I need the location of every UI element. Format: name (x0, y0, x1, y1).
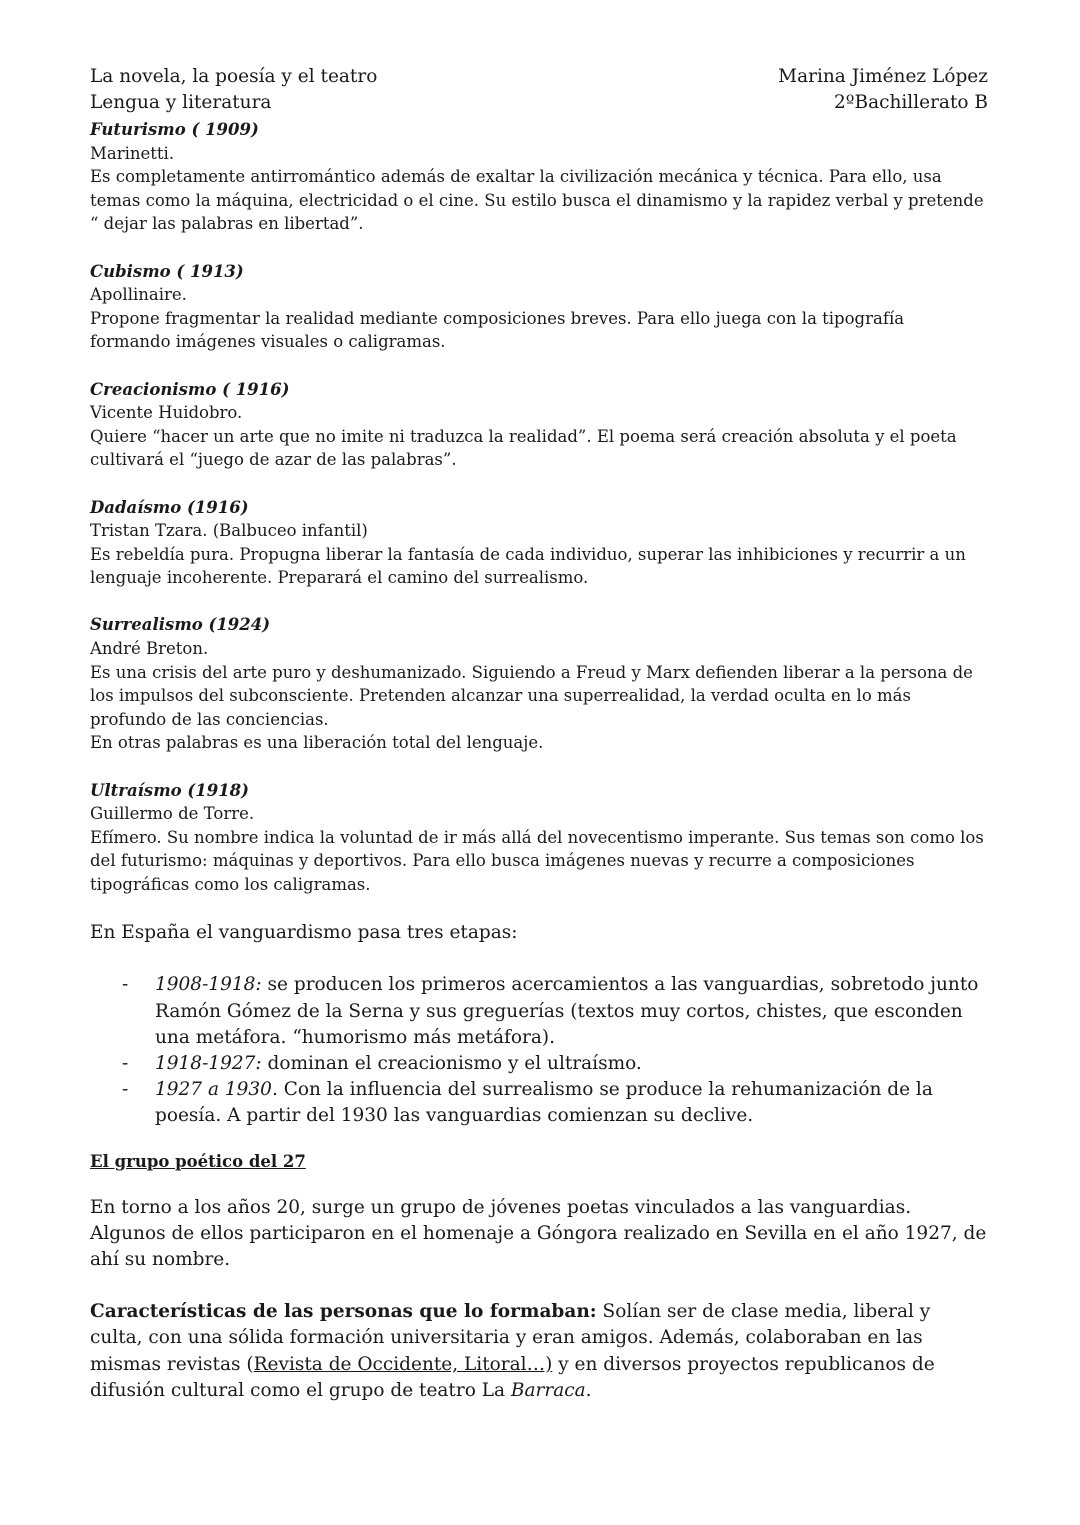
section-author: André Breton. (90, 639, 209, 659)
section-author: Guillermo de Torre. (90, 804, 255, 824)
section-heading: Surrealismo (1924) (90, 615, 271, 635)
section-ultraismo (90, 779, 988, 897)
characteristics-end: . (585, 1379, 592, 1401)
stages-list (90, 972, 988, 1129)
section-creacionismo (90, 378, 988, 472)
grupo27-title: El grupo poético del 27 (90, 1151, 306, 1171)
section-author: Tristan Tzara. (Balbuceo infantil) (90, 521, 368, 541)
list-dash: - (122, 1053, 129, 1074)
characteristics-label: Características de las personas que lo formaban: (90, 1301, 597, 1323)
list-dash: - (122, 974, 129, 996)
stage-period: 1927 a 1930 (155, 1079, 272, 1101)
document-page (90, 64, 988, 1404)
page-header (90, 64, 988, 116)
section-surrealismo (90, 613, 988, 755)
list-item (90, 972, 988, 1051)
section-text: Quiere “hacer un arte que no imite ni traduzca la realidad”. El poema será creación absoluta y el poeta cultivará el “juego de azar de las palabras”. (90, 426, 957, 470)
header-subject: Lengua y literatura (90, 92, 272, 113)
header-left (90, 64, 377, 116)
section-heading: Cubismo ( 1913) (90, 261, 244, 281)
section-text-extra: En otras palabras es una liberación total del lenguaje. (90, 733, 544, 753)
section-text: Propone fragmentar la realidad mediante composiciones breves. Para ello juega con la tipografía formando imágenes visuales o caligramas. (90, 308, 905, 352)
header-title: La novela, la poesía y el teatro (90, 66, 378, 87)
stage-period: 1918-1927: (155, 1053, 262, 1074)
section-author: Apollinaire. (90, 285, 187, 305)
list-dash: - (122, 1079, 129, 1101)
barraca-title: Barraca (510, 1379, 586, 1401)
journals-link[interactable]: Revista de Occidente, Litoral…) (253, 1353, 553, 1375)
stage-text: dominan el creacionismo y el ultraísmo. (261, 1053, 642, 1074)
section-text: Es completamente antirromántico además de exaltar la civilización mecánica y técnica. Para ello, usa temas como la máquina, electricidad o el cine. Su estilo busca el dinamismo y la rapidez verbal y pretende “ dejar las palabras en libertad”. (90, 167, 984, 234)
section-text: Efímero. Su nombre indica la voluntad de ir más allá del novecentismo imperante. Sus temas son como los del futurismo: máquinas y deportivos. Para ello busca imágenes nuevas y recurre a composiciones tipográficas como los caligramas. (90, 827, 984, 894)
list-item (90, 1051, 988, 1077)
header-author: Marina Jiménez López (778, 66, 988, 87)
stage-text: se producen los primeros acercamientos a las vanguardias, sobretodo junto Ramón Gómez de la Serna y sus greguerías (textos muy cortos, chistes, que esconden una metáfora. “humorismo más metáfora). (155, 974, 979, 1048)
stage-text: . Con la influencia del surrealismo se produce la rehumanización de la poesía. A partir del 1930 las vanguardias comienzan su declive. (155, 1079, 933, 1127)
section-heading: Dadaísmo (1916) (90, 497, 249, 517)
section-author: Marinetti. (90, 143, 175, 163)
section-futurismo (90, 118, 988, 236)
section-text: Es rebeldía pura. Propugna liberar la fantasía de cada individuo, superar las inhibiciones y recurrir a un lenguaje incoherente. Preparará el camino del surrealismo. (90, 544, 966, 588)
characteristics-text: Solían ser de clase media, liberal y culta, con una sólida formación universitaria y eran amigos. Además, colaboraban en las mismas revistas ( (90, 1301, 931, 1375)
section-author: Vicente Huidobro. (90, 403, 243, 423)
section-dadaismo (90, 496, 988, 590)
section-heading: Ultraísmo (1918) (90, 780, 249, 800)
section-heading: Creacionismo ( 1916) (90, 379, 290, 399)
stage-period: 1908-1918: (155, 974, 262, 996)
characteristics-text-cont: y en diversos proyectos republicanos de difusión cultural como el grupo de teatro La (90, 1353, 935, 1401)
header-right (778, 64, 988, 116)
section-cubismo (90, 260, 988, 354)
header-course: 2ºBachillerato B (834, 92, 988, 113)
list-item (90, 1077, 988, 1129)
section-text: Es una crisis del arte puro y deshumanizado. Siguiendo a Freud y Marx defienden liberar a la persona de los impulsos del subconsciente. Pretenden alcanzar una superrealidad, la verdad oculta en lo más profundo de las conciencias. (90, 662, 973, 729)
spain-intro: En España el vanguardismo pasa tres etapas: (90, 922, 518, 944)
section-heading: Futurismo ( 1909) (90, 120, 259, 139)
grupo27-characteristics (90, 1299, 988, 1404)
grupo27-paragraph: En torno a los años 20, surge un grupo de jóvenes poetas vinculados a las vanguardias. Algunos de ellos participaron en el homenaje a Góngora realizado en Sevilla en el año 1927, de ahí su nombre. (90, 1196, 987, 1271)
